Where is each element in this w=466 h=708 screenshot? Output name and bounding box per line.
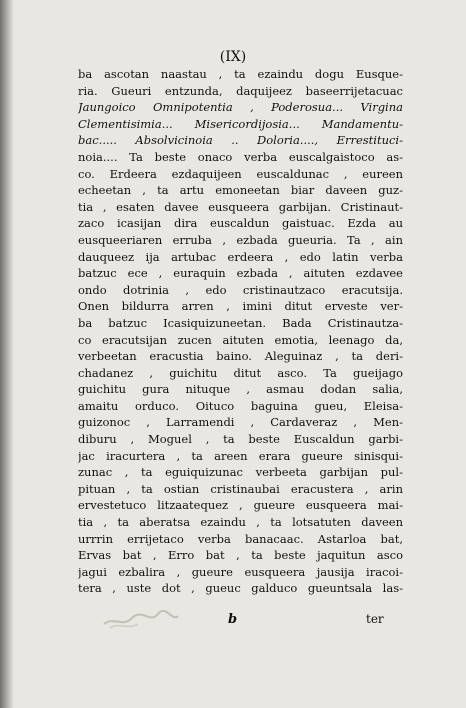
text-line: eusqueeriaren erruba , ezbada gueuria. Ta , ain bbox=[78, 232, 403, 247]
text-line: tia , ta aberatsa ezaindu , ta lotsatuten daveen bbox=[78, 515, 403, 530]
text-line: guizonoc , Larramendi , Cardaveraz , Men- bbox=[78, 415, 403, 430]
book-spine-shadow bbox=[0, 0, 14, 708]
text-line: dauqueez ija artubac erdeera , edo latin verba bbox=[78, 249, 403, 264]
text-line: chadanez , guichitu ditut asco. Ta gueijago bbox=[78, 365, 403, 380]
text-line: Clementisimia... Misericordijosia... Mandamentu- bbox=[78, 116, 403, 131]
text-line: ba batzuc Icasiquizuneetan. Bada Cristinautza- bbox=[78, 315, 403, 330]
text-line: Ervas bat , Erro bat , ta beste jaquitun asco bbox=[78, 548, 403, 563]
signature-mark: b bbox=[228, 612, 238, 627]
text-line: amaitu orduco. Oituco baguina gueu, Eleisa- bbox=[78, 398, 403, 413]
text-line: jac iracurtera , ta areen erara gueure sinisqui- bbox=[78, 448, 403, 463]
text-line: zunac , ta eguiquizunac verbeeta garbijan pul- bbox=[78, 465, 403, 480]
catchword: ter bbox=[366, 612, 384, 626]
text-line: ondo dotrinia , edo cristinautzaco eracutsija. bbox=[78, 282, 403, 297]
text-line: ria. Gueuri entzunda, daquijeez baseerrijetacuac bbox=[78, 83, 403, 98]
page-number: (IX) bbox=[219, 49, 247, 65]
text-line: Jaungoico Omnipotentia , Poderosua... Virgina bbox=[78, 100, 403, 115]
text-line: ba ascotan naastau , ta ezaindu dogu Eusque- bbox=[78, 67, 403, 81]
page-footer bbox=[0, 612, 466, 630]
text-line: batzuc ece , euraquin ezbada , aituten ezdavee bbox=[78, 266, 403, 281]
text-line: ervestetuco litzaatequez , gueure eusqueera mai- bbox=[78, 498, 403, 513]
text-line: tera , uste dot , gueuc galduco gueuntsala las- bbox=[78, 581, 403, 596]
text-line: noia.... Ta beste onaco verba euscalgaistoco as- bbox=[78, 149, 403, 164]
text-line: co eracutsijan zucen aituten emotia, leenago da, bbox=[78, 332, 403, 347]
text-line: urrrin errijetaco verba banacaac. Astarloa bat, bbox=[78, 531, 403, 546]
text-line: verbeetan eracustia baino. Aleguinaz , ta deri- bbox=[78, 349, 403, 364]
text-line: echeetan , ta artu emoneetan biar daveen guz- bbox=[78, 183, 403, 198]
text-line: bac..... Absolvicinoia .. Doloria...., Errestituci- bbox=[78, 133, 403, 148]
text-line: jagui ezbalira , gueure eusqueera jausija iracoi- bbox=[78, 564, 403, 579]
text-line: Onen bildurra arren , imini ditut erveste ver- bbox=[78, 299, 403, 314]
body-text bbox=[78, 66, 403, 597]
text-line: pituan , ta ostian cristinaubai eracustera , arin bbox=[78, 481, 403, 496]
text-line: diburu , Moguel , ta beste Euscaldun garbi- bbox=[78, 432, 403, 447]
text-line: guichitu gura nituque , asmau dodan salia, bbox=[78, 382, 403, 397]
text-line: tia , esaten davee eusqueera garbijan. Cristinaut- bbox=[78, 199, 403, 214]
text-line: co. Erdeera ezdaquijeen euscaldunac , eureen bbox=[78, 166, 403, 181]
text-line: zaco icasijan dira euscaldun gaistuac. Ezda au bbox=[78, 216, 403, 231]
